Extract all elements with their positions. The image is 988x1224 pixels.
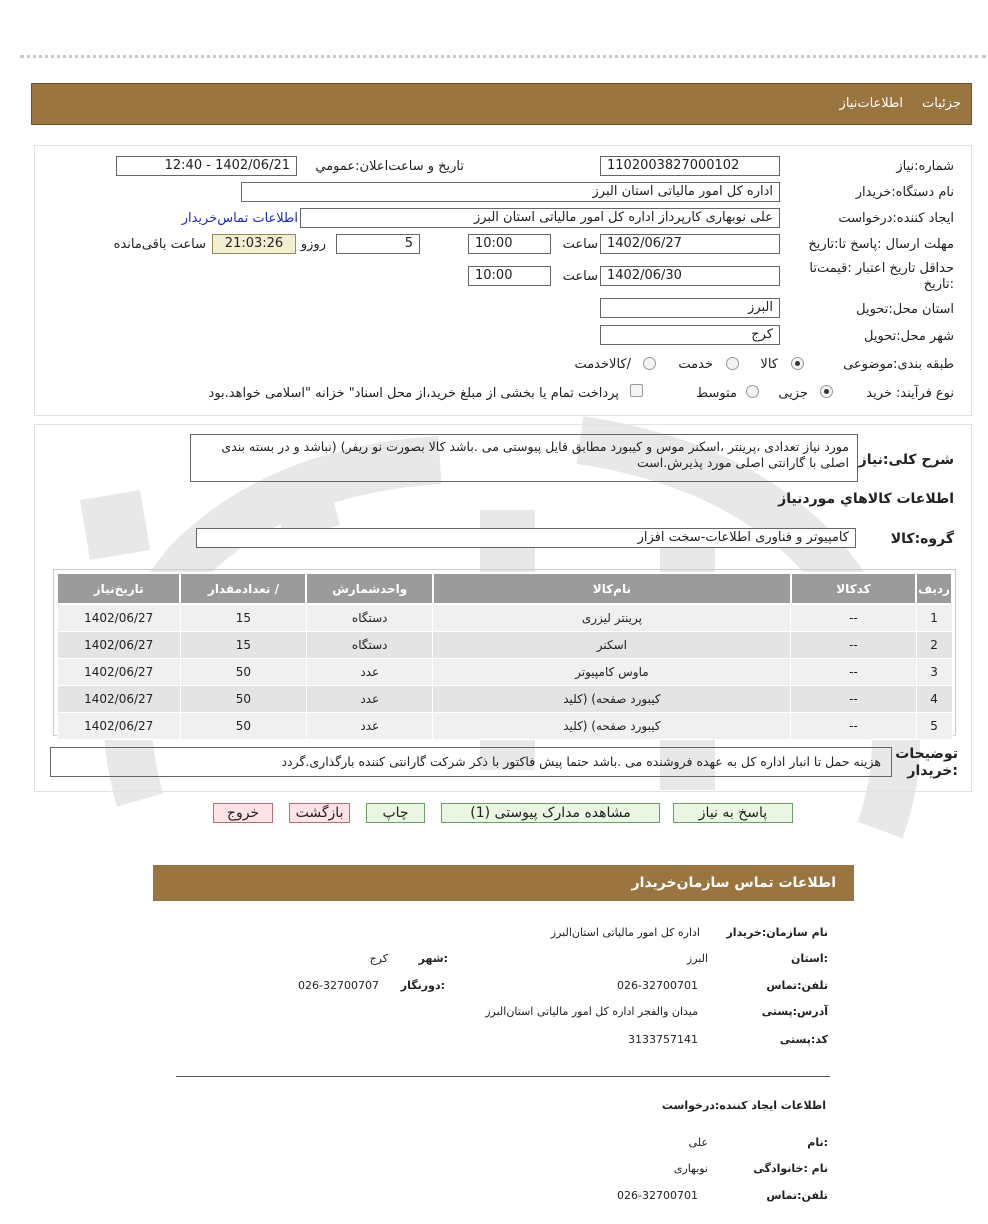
category-service-radio[interactable] — [726, 357, 739, 370]
goods-info-heading: اطلاعات کالاهاي مورد‌نیاز — [778, 491, 954, 507]
need-number-label: شماره:نیاز — [896, 159, 954, 174]
validity-date-field: 1402/06/30 — [600, 266, 780, 286]
buyer-field: اداره کل امور مالیاتی استان البرز — [241, 182, 780, 202]
cell-qty: 50 — [180, 659, 306, 686]
cell-code: -- — [791, 713, 916, 740]
cell-date: 1402/06/27 — [57, 604, 180, 632]
creator-phone-value: 026-32700701 — [617, 1189, 698, 1202]
cell-qty: 50 — [180, 713, 306, 740]
cell-unit: عدد — [306, 686, 432, 713]
cell-row: 5 — [916, 713, 952, 740]
table-row — [57, 713, 952, 740]
col-code-header: کدکالا — [791, 573, 916, 604]
category-goods-radio[interactable] — [791, 357, 804, 370]
cell-name: ماوس کامپیوتر — [433, 659, 791, 686]
validity-hour-label: ساعت — [562, 269, 598, 284]
city-contact-value: کرج — [369, 952, 388, 965]
process-medium-label: متوسط — [696, 386, 737, 401]
phone-label: تلفن:تماس — [766, 979, 828, 992]
cell-name: کیبورد صفحه) (کلید — [433, 686, 791, 713]
buyer-contact-title-bar — [153, 865, 854, 901]
address-label: آدرس:پستی — [761, 1005, 828, 1018]
treasury-payment-checkbox[interactable] — [630, 384, 643, 397]
col-qty-header: / تعدادمقدار — [180, 573, 306, 604]
process-label: نوع فرآیند: خرید — [866, 386, 954, 401]
announce-label: تاریخ و ساعت‌اعلان:عمومي — [315, 159, 464, 174]
days-label: روزو — [300, 237, 326, 252]
deadline-label: مهلت ارسال :پاسخ تا:تاریخ — [808, 237, 954, 252]
cell-row: 2 — [916, 632, 952, 659]
announce-field: 1402/06/21 - 12:40 — [116, 156, 297, 176]
cell-date: 1402/06/27 — [57, 713, 180, 740]
view-attachments-button[interactable]: مشاهده مدارک پیوستی (1) — [441, 803, 660, 823]
cell-row: 3 — [916, 659, 952, 686]
summary-text: مورد نیاز تعدادی ،پرینتر ،اسکنر موس و کیبورد مطابق فایل پیوستی می .باشد کالا بصورت نو ریفر) (نباشد و در بسته بندی اصلی با گارانتی اصلی مورد پذیرش.است — [190, 434, 858, 482]
table-row — [57, 659, 952, 686]
cell-unit: دستگاه — [306, 632, 432, 659]
reply-to-need-button[interactable]: پاسخ به نیاز — [673, 803, 793, 823]
cell-qty: 15 — [180, 604, 306, 632]
process-medium-radio[interactable] — [746, 385, 759, 398]
category-both-label: /کالاخدمت — [574, 357, 631, 372]
table-row — [57, 686, 952, 713]
creator-family-label: نام :خانوادگی — [753, 1162, 828, 1175]
need-number-field: 1102003827000102 — [600, 156, 780, 176]
city-contact-label: :شهر — [418, 952, 448, 965]
remaining-label: ساعت باقی‌مانده — [113, 237, 206, 252]
province-field: البرز — [600, 298, 780, 318]
cell-unit: عدد — [306, 659, 432, 686]
goods-group-label: گروه:کالا — [890, 531, 954, 547]
fax-label: :دورنگار — [400, 979, 445, 992]
days-field: 5 — [336, 234, 420, 254]
validity-time-field: 10:00 — [468, 266, 551, 286]
contact-divider — [176, 1076, 830, 1077]
cell-qty: 50 — [180, 686, 306, 713]
cell-unit: دستگاه — [306, 604, 432, 632]
page-title-bar — [31, 83, 972, 125]
category-service-label: خدمت — [678, 357, 713, 372]
goods-table-frame — [53, 569, 956, 736]
cell-date: 1402/06/27 — [57, 632, 180, 659]
cell-code: -- — [791, 686, 916, 713]
province-contact-value: البرز — [686, 952, 708, 965]
cell-date: 1402/06/27 — [57, 686, 180, 713]
org-label: نام سازمان:خریدار — [726, 926, 828, 939]
exit-button[interactable]: خروج — [213, 803, 273, 823]
back-button[interactable]: بازگشت — [289, 803, 350, 823]
col-date-header: تاریخ‌نیاز — [57, 573, 180, 604]
treasury-payment-note: پرداخت تمام یا بخشی از مبلغ خرید،از محل اسناد" خزانه "اسلامی خواهد.بود — [208, 386, 619, 401]
cell-row: 1 — [916, 604, 952, 632]
creator-name-value: علی — [688, 1136, 708, 1149]
creator-field: علی نوبهاری کارپرداز اداره کل امور مالیاتی استان البرز — [300, 208, 780, 228]
category-goods-label: کالا — [760, 357, 778, 372]
cell-date: 1402/06/27 — [57, 659, 180, 686]
cell-code: -- — [791, 659, 916, 686]
col-row-header: ردیف — [916, 573, 952, 604]
buyer-notes-label: توضیحات :خریدار — [895, 746, 958, 779]
remaining-time-field: 21:03:26 — [212, 234, 296, 254]
process-partial-radio[interactable] — [820, 385, 833, 398]
cell-code: -- — [791, 632, 916, 659]
print-button[interactable]: چاپ — [366, 803, 425, 823]
city-field: کرج — [600, 325, 780, 345]
validity-label: حداقل تاریخ اعتبار :قیمت‌تا :تاریخ — [809, 261, 954, 292]
table-row — [57, 632, 952, 659]
creator-family-value: نوبهاری — [673, 1162, 708, 1175]
province-contact-label: :استان — [791, 952, 828, 965]
province-label: استان محل:تحویل — [856, 302, 954, 317]
col-name-header: نام‌کالا — [433, 573, 791, 604]
cell-name: اسکنر — [433, 632, 791, 659]
tab-need-info[interactable]: اطلاعات‌نیاز — [839, 96, 903, 111]
top-dotted-divider — [20, 55, 986, 58]
table-row — [57, 604, 952, 632]
tab-details[interactable]: جزئیات — [922, 96, 961, 111]
buyer-label: نام دستگاه:خریدار — [855, 185, 954, 200]
cell-name: کیبورد صفحه) (کلید — [433, 713, 791, 740]
creator-info-heading: اطلاعات ایجاد کننده:درخواست — [661, 1099, 826, 1112]
buyer-contact-title: اطلاعات تماس سازمان‌خریدار — [631, 875, 836, 891]
cell-qty: 15 — [180, 632, 306, 659]
cell-unit: عدد — [306, 713, 432, 740]
summary-label: شرح کلی:نیاز — [858, 452, 954, 468]
address-value: میدان والفجر اداره کل امور مالیاتی استان‌البرز — [485, 1005, 698, 1018]
buyer-contact-link[interactable]: اطلاعات تماس‌خریدار — [181, 211, 298, 226]
deadline-date-field: 1402/06/27 — [600, 234, 780, 254]
cell-name: پرینتر لیزری — [433, 604, 791, 632]
postal-code-label: کد:پستی — [779, 1033, 828, 1046]
process-partial-label: جزیی — [778, 386, 808, 401]
category-both-radio[interactable] — [643, 357, 656, 370]
deadline-hour-label: ساعت — [562, 237, 598, 252]
fax-value: 026-32700707 — [298, 979, 379, 992]
deadline-time-field: 10:00 — [468, 234, 551, 254]
phone-value: 026-32700701 — [617, 979, 698, 992]
buyer-notes-text: هزینه حمل تا انبار اداره کل به عهده فروشنده می .باشد حتما پیش فاکتور با ذکر شرکت گارانتی کننده بارگذاری.گردد — [50, 747, 892, 777]
col-unit-header: واحدشمارش — [306, 573, 432, 604]
creator-phone-label: تلفن:تماس — [766, 1189, 828, 1202]
goods-group-field: کامپیوتر و فناوری اطلاعات-سخت افزار — [196, 528, 856, 548]
cell-row: 4 — [916, 686, 952, 713]
postal-code-value: 3133757141 — [628, 1033, 698, 1046]
creator-label: ایجاد کننده:درخواست — [838, 211, 954, 226]
creator-name-label: :نام — [807, 1136, 828, 1149]
org-value: اداره کل امور مالیاتی استان‌البرز — [550, 926, 700, 939]
goods-table — [56, 572, 953, 740]
cell-code: -- — [791, 604, 916, 632]
city-label: شهر محل:تحویل — [864, 329, 954, 344]
category-label: طبقه بندی:موضوعی — [843, 357, 954, 372]
